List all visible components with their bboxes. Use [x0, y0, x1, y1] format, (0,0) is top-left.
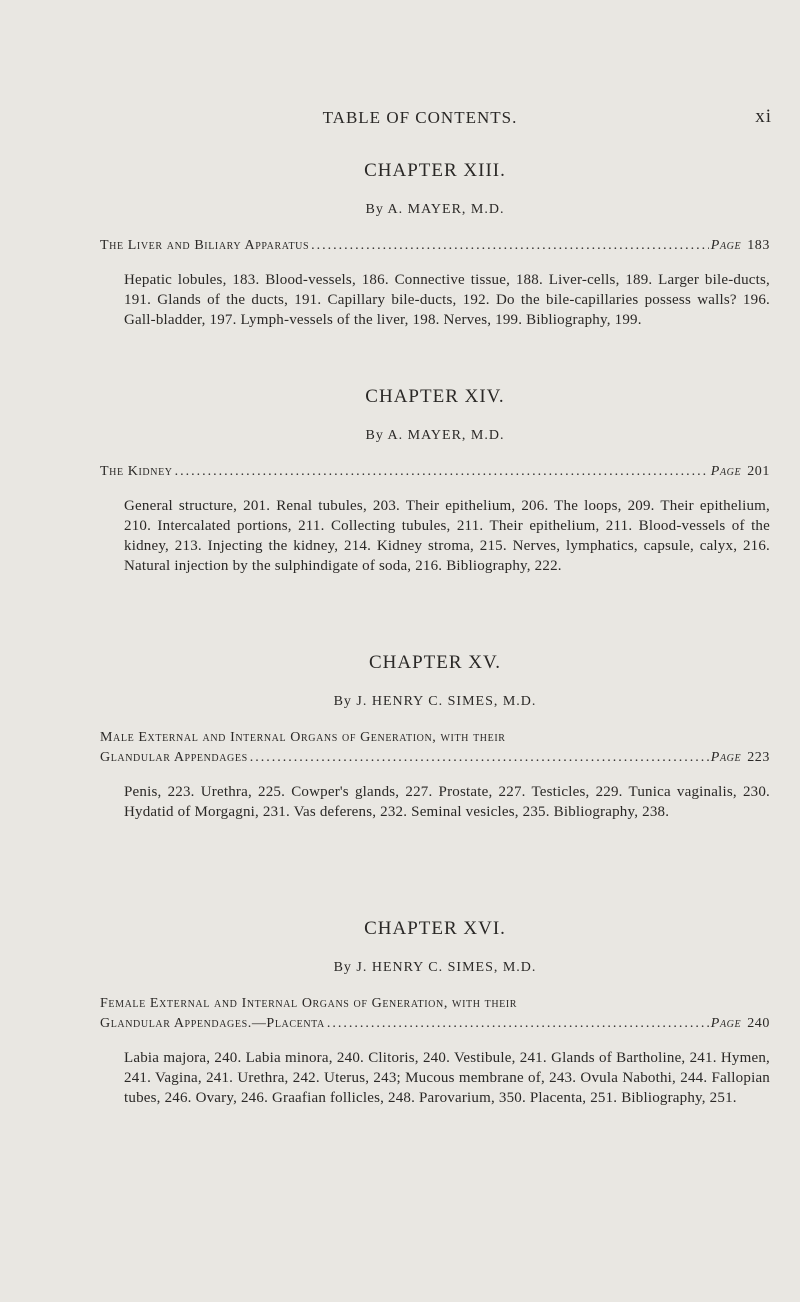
entry-page-number: 223 [747, 750, 770, 765]
chapter-15 [100, 652, 770, 822]
chapter-author: By J. HENRY C. SIMES, M.D. [333, 960, 537, 975]
chapter-title: CHAPTER XV. [368, 652, 502, 673]
chapter-description: Labia majora, 240. Labia minora, 240. Clitoris, 240. Vestibule, 241. Glands of Bartholine, 241. Hymen, 241. Vagina, 241. Urethra, 242. Uterus, 243; Mucous membrane of, 243. Ovula Nabothi, 244. Fallopian tubes, 246. Ovary, 246. Graafian follicles, 248. Parovarium, 350. Placenta, 251. Bibliography, 251. [124, 1050, 770, 1106]
page-label: Page [710, 238, 742, 253]
chapter-description: Penis, 223. Urethra, 225. Cowper's glands, 227. Prostate, 227. Testicles, 229. Tunica vaginalis, 230. Hydatid of Morgagni, 231. Vas deferens, 232. Seminal vesicles, 235. Bibliography, 238. [124, 784, 770, 820]
toc-entry[interactable] [100, 728, 770, 768]
toc-entry[interactable] [100, 994, 770, 1034]
dot-leader [327, 1014, 709, 1034]
toc-entry[interactable] [100, 236, 770, 256]
chapter-title: CHAPTER XIV. [365, 386, 505, 407]
entry-title: The Liver and Biliary Apparatus [100, 238, 310, 253]
entry-page-number: 240 [747, 1016, 770, 1031]
chapter-14 [100, 386, 770, 576]
entry-title-line-2: Glandular Appendages [100, 750, 248, 765]
entry-title-line-1: Female External and Internal Organs of Generation, with their [100, 996, 518, 1011]
running-head [100, 106, 772, 128]
chapter-13 [100, 160, 770, 330]
chapter-author: By A. MAYER, M.D. [365, 428, 505, 443]
page-number: xi [755, 106, 772, 127]
dot-leader [250, 748, 709, 768]
entry-page-number: 183 [747, 238, 770, 253]
chapter-description: General structure, 201. Renal tubules, 203. Their epithelium, 206. The loops, 209. Their epithelium, 210. Intercalated portions, 211. Collecting tubules, 211. Their epithelium, 211. Blood-vessels of the kidney, 213. Injecting the kidney, 214. Kidney stroma, 215. Nerves, lymphatics, capsule, calyx, 216. Natural injection by the sulphindigate of soda, 216. Bibliography, 222. [124, 498, 770, 574]
toc-entry[interactable] [100, 462, 770, 482]
page-label: Page [710, 1016, 742, 1031]
running-head-title: TABLE OF CONTENTS. [322, 108, 518, 127]
dot-leader [175, 462, 709, 482]
page-label: Page [710, 464, 742, 479]
dot-leader [311, 236, 709, 256]
entry-title-line-1: Male External and Internal Organs of Generation, with their [100, 730, 506, 745]
chapter-author: By J. HENRY C. SIMES, M.D. [333, 694, 537, 709]
chapter-title: CHAPTER XIII. [364, 160, 506, 181]
chapter-description: Hepatic lobules, 183. Blood-vessels, 186. Connective tissue, 188. Liver-cells, 189. Larger bile-ducts, 191. Glands of the ducts, 191. Capillary bile-ducts, 192. Do the bile-capillaries possess walls? 196. Gall-bladder, 197. Lymph-vessels of the liver, 198. Nerves, 199. Bibliography, 199. [124, 272, 770, 328]
page-label: Page [710, 750, 742, 765]
entry-title-line-2: Glandular Appendages.—Placenta [100, 1016, 325, 1031]
chapter-16 [100, 918, 770, 1108]
chapter-title: CHAPTER XVI. [364, 918, 506, 939]
entry-page-number: 201 [747, 464, 770, 479]
chapter-author: By A. MAYER, M.D. [365, 202, 505, 217]
entry-title: The Kidney [100, 464, 173, 479]
